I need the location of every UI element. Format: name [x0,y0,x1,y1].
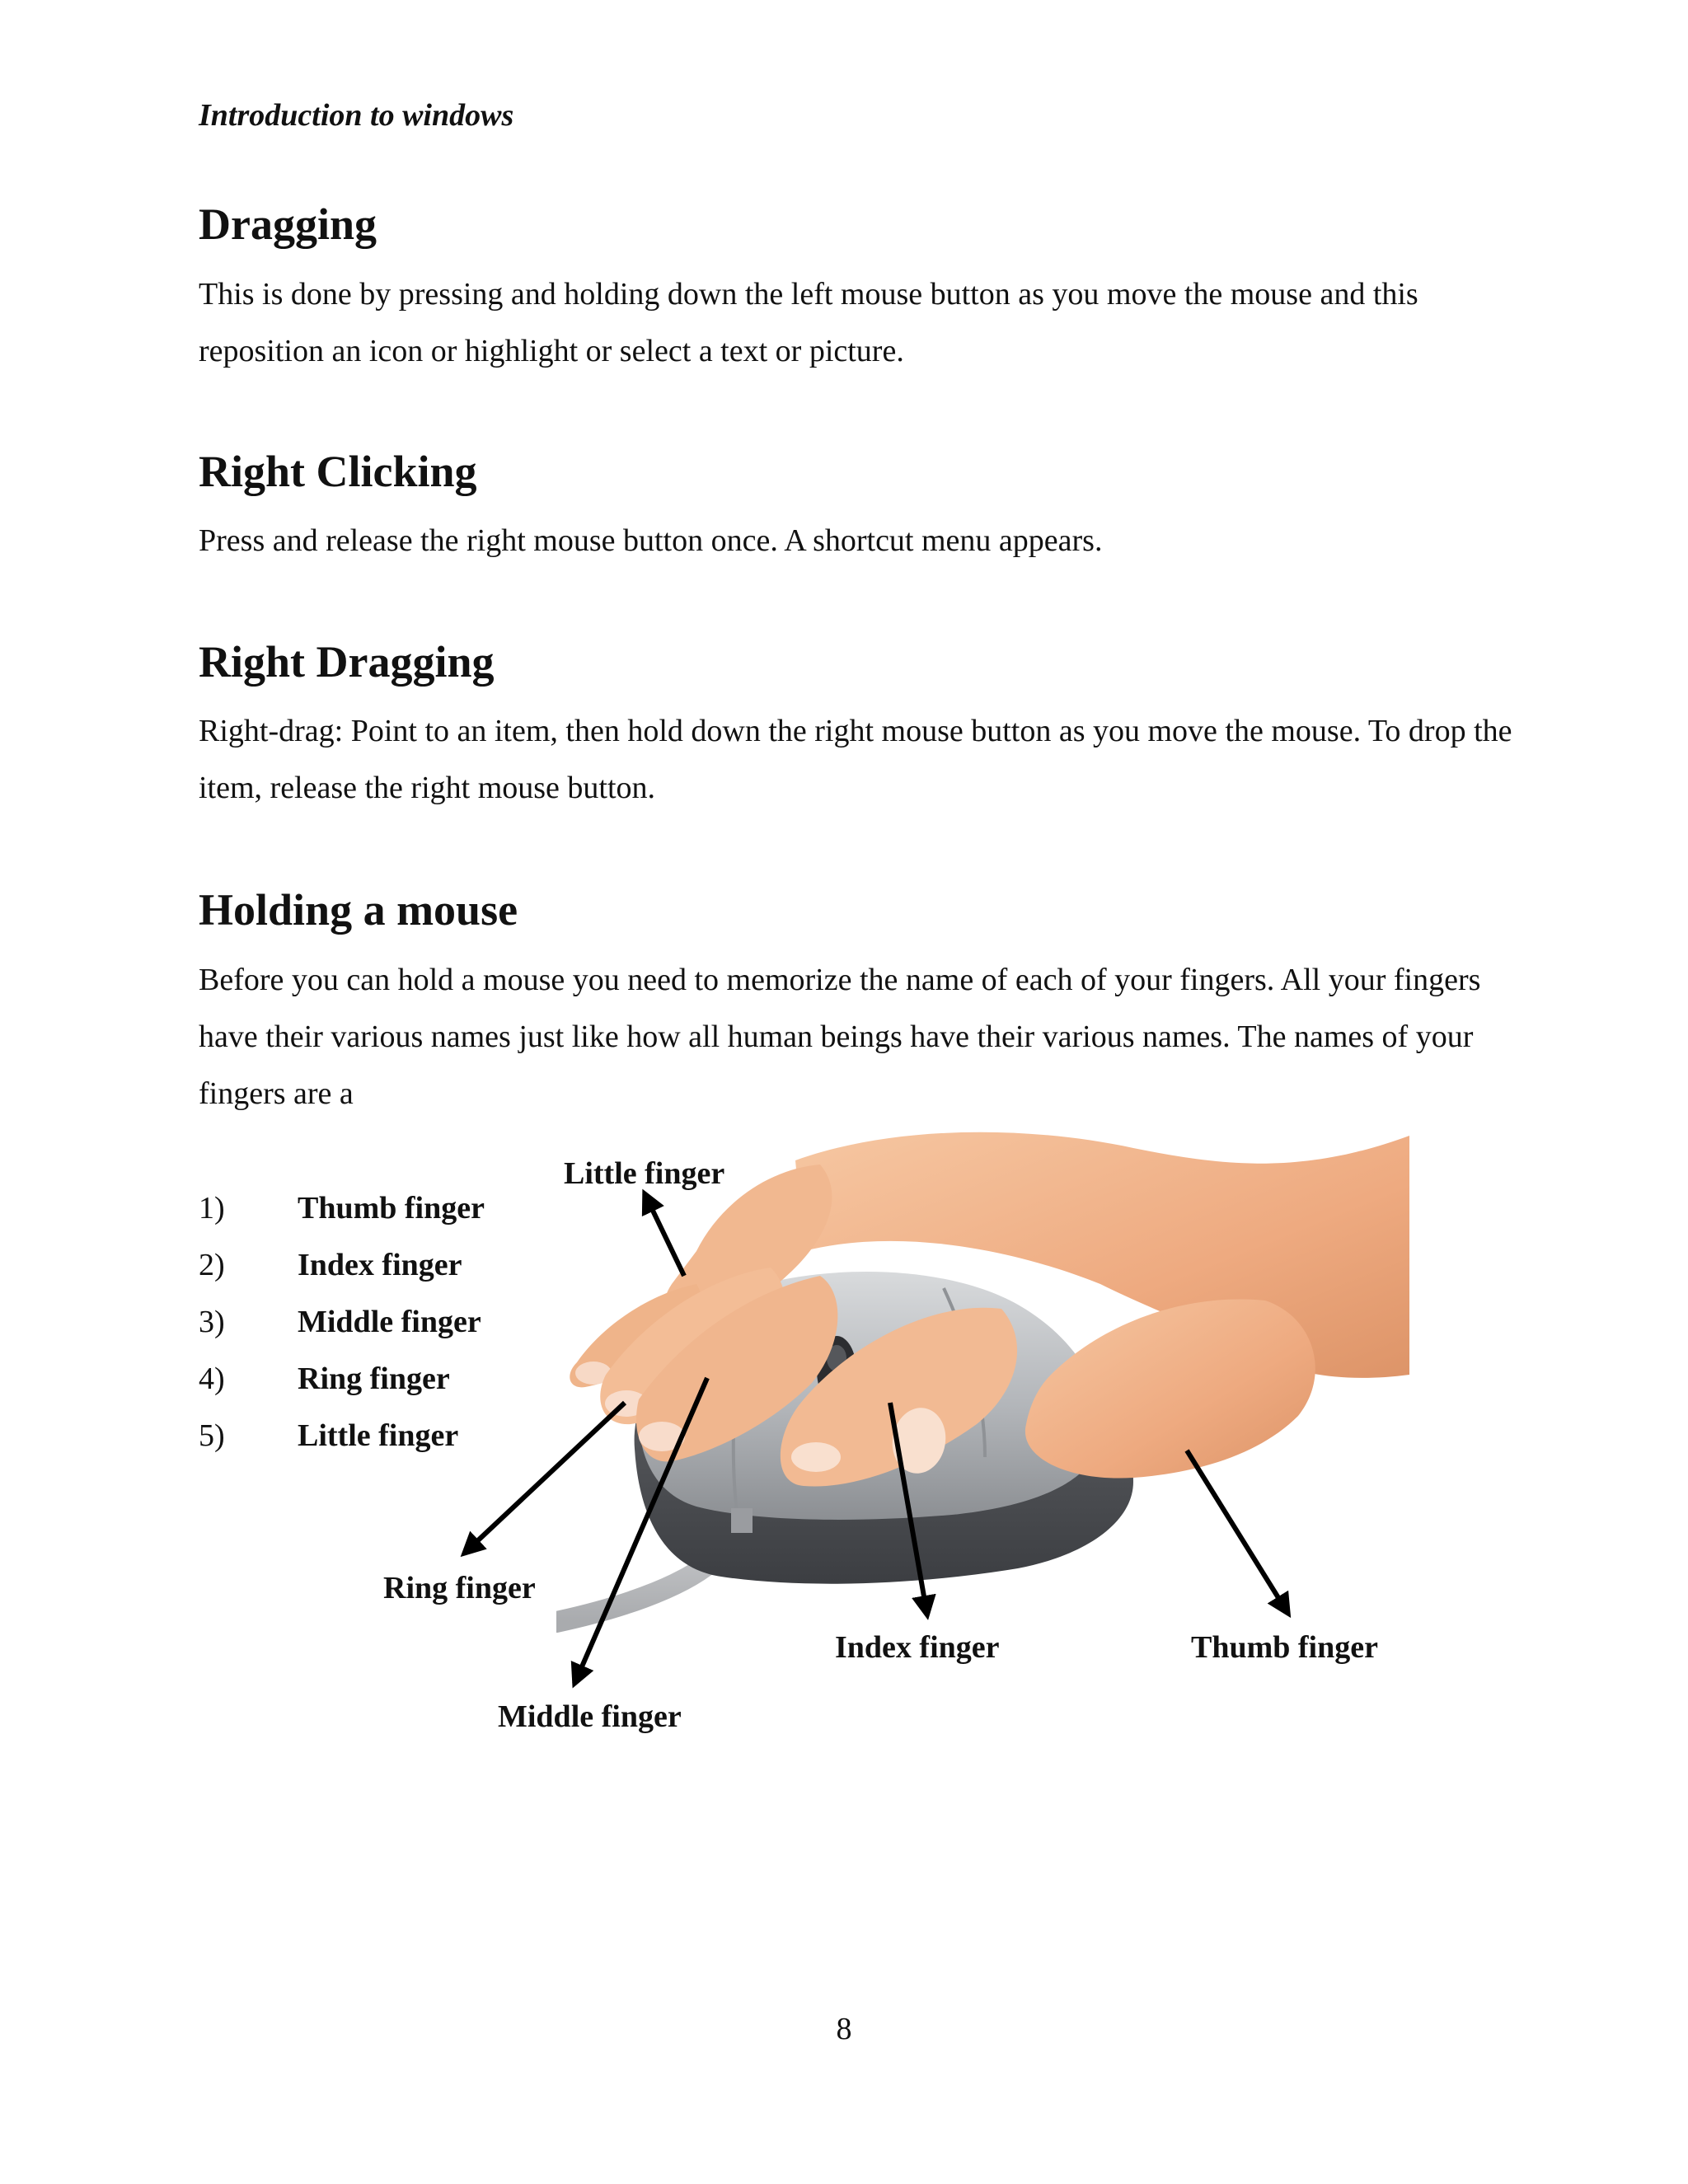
section-heading-right-dragging: Right Dragging [199,637,495,687]
section-body-holding-a-mouse: Before you can hold a mouse you need to memorize the name of each of your fingers. All your fingers have their various names just like how all human beings have their various names. The names of your fingers are a [199,963,1481,1111]
section-body-dragging: This is done by pressing and holding down the left mouse button as you move the mouse and this reposition an icon or highlight or select a text or picture. [199,277,1418,368]
callout-thumb-finger: Thumb finger [1191,1630,1378,1665]
callout-index-finger: Index finger [835,1630,1000,1665]
callout-little-finger: Little finger [564,1156,725,1191]
list-item: 5) Little finger [199,1418,459,1453]
illustration-crop [556,1071,1133,1127]
callout-middle-finger: Middle finger [498,1699,682,1734]
page-number: 8 [836,2012,852,2046]
section-body-right-clicking: Press and release the right mouse button once. A shortcut menu appears. [199,523,1103,558]
section-body-right-dragging: Right-drag: Point to an item, then hold down the right mouse button as you move the mouse. To drop the item, release the right mouse button. [199,714,1512,805]
list-item: 3) Middle finger [199,1305,481,1339]
section-heading-holding-a-mouse: Holding a mouse [199,885,518,935]
hand-on-mouse-illustration [556,1127,1409,1638]
section-heading-dragging: Dragging [199,199,377,249]
finger-list [199,1180,485,1465]
list-item: 1) Thumb finger [199,1191,485,1226]
section-heading-right-clicking: Right Clicking [199,447,477,496]
running-header: Introduction to windows [199,98,514,133]
list-item: 4) Ring finger [199,1361,450,1396]
callout-ring-finger: Ring finger [383,1571,536,1605]
list-item: 2) Index finger [199,1248,462,1282]
